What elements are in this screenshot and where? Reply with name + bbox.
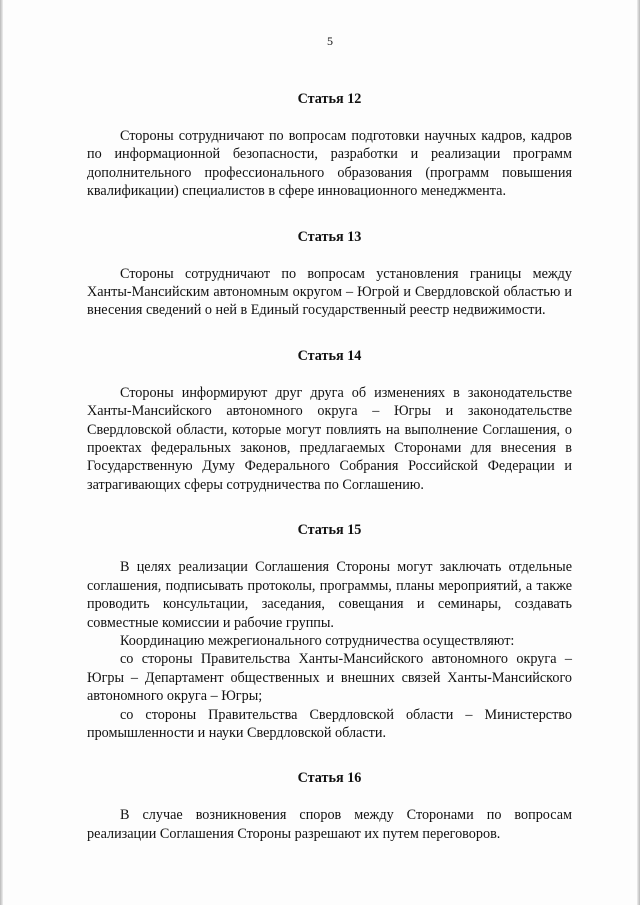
article-title: Статья 13 bbox=[297, 228, 362, 245]
article-paragraph: Стороны сотрудничают по вопросам подготовки научных кадров, кадров по информационной безопасности, разработки и реализации программ дополнительного профессионального образования (программ повышения квалификации) специалистов в сфере инновационного менеджмента. bbox=[87, 128, 572, 200]
article-paragraph: Координацию межрегионального сотрудничества осуществляют: bbox=[120, 632, 515, 649]
article-title: Статья 15 bbox=[297, 522, 362, 539]
article-paragraph: В случае возникновения споров между Сторонами по вопросам реализации Соглашения Стороны разрешают их путем переговоров. bbox=[87, 807, 572, 842]
page-number: 5 bbox=[327, 34, 333, 48]
article-13 bbox=[87, 228, 572, 320]
article-paragraph: Стороны сотрудничают по вопросам установления границы между Ханты-Мансийским автономным округом – Югрой и Свердловской областью и внесения сведений о ней в Единый государственный реестр недвижимости. bbox=[87, 265, 572, 319]
article-paragraph: В целях реализации Соглашения Стороны могут заключать отдельные соглашения, подписывать протоколы, программы, планы мероприятий, а также проводить консультации, заседания, совещания и семинары, создавать совместные комиссии и рабочие группы. bbox=[87, 559, 572, 631]
article-paragraph: со стороны Правительства Ханты-Мансийского автономного округа – Югры – Департамент общественных и внешних связей Ханты-Мансийского автономного округа – Югры; bbox=[87, 651, 572, 705]
article-title: Статья 12 bbox=[297, 91, 362, 107]
article-15 bbox=[87, 521, 572, 742]
article-title: Статья 16 bbox=[297, 770, 362, 787]
article-14 bbox=[87, 347, 572, 494]
article-16 bbox=[87, 769, 572, 843]
article-paragraph: Стороны информируют друг друга об изменениях в законодательстве Ханты-Мансийского автономного округа – Югры и законодательстве Свердловской области, которые могут повлиять на выполнение Соглашения, о проектах федеральных законов, предлагаемых Сторонами для внесения в Государственную Думу Федерального Собрания Российской Федерации и затрагивающих сферы сотрудничества по Соглашению. bbox=[87, 384, 572, 493]
article-paragraph: со стороны Правительства Свердловской области – Министерство промышленности и науки Свердловской области. bbox=[87, 706, 572, 741]
scan-edge-left bbox=[0, 0, 3, 905]
article-title: Статья 14 bbox=[297, 347, 362, 364]
article-12 bbox=[87, 90, 572, 201]
document-body bbox=[87, 90, 572, 870]
